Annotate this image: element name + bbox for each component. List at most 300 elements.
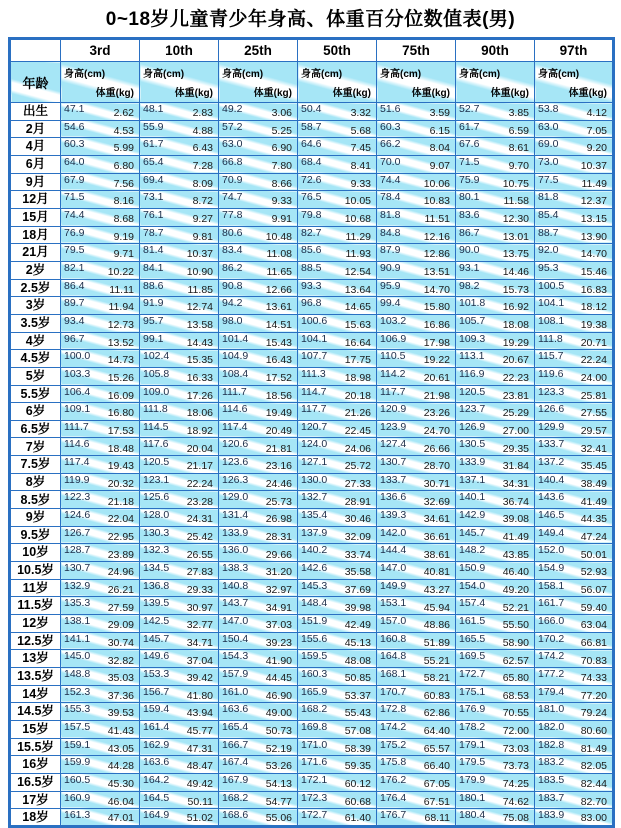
cell-97th: [535, 703, 614, 721]
height-value: 73.0: [538, 155, 559, 168]
cell-3rd: [61, 668, 140, 686]
cell-3rd: [61, 579, 140, 597]
weight-value: 32.97: [265, 583, 292, 596]
weight-value: 39.42: [186, 672, 213, 685]
weight-value: 27.00: [502, 424, 529, 437]
corner-cell: [10, 39, 61, 62]
height-value: 95.9: [380, 279, 401, 292]
cell-50th: [298, 332, 377, 350]
height-value: 161.3: [64, 809, 91, 822]
weight-value: 39.23: [265, 636, 292, 649]
cell-90th: [456, 385, 535, 403]
cell-90th: [456, 226, 535, 244]
height-value: 113.1: [459, 350, 485, 363]
height-value: 70.0: [380, 155, 401, 168]
weight-value: 82.44: [580, 778, 607, 791]
cell-90th: [456, 138, 535, 156]
height-value: 123.3: [538, 385, 565, 398]
weight-value: 27.33: [344, 477, 371, 490]
weight-value: 10.22: [107, 266, 134, 279]
weight-value: 13.75: [502, 248, 529, 261]
percentile-label-50th: 50th: [298, 39, 377, 62]
weight-value: 41.49: [580, 495, 607, 508]
weight-value: 6.59: [508, 124, 529, 137]
height-value: 48.1: [143, 103, 164, 115]
cell-3rd: [61, 720, 140, 738]
weight-value: 22.24: [186, 477, 213, 490]
weight-value: 75.08: [502, 812, 529, 825]
weight-value: 82.05: [580, 760, 607, 773]
weight-value: 14.70: [423, 283, 450, 296]
cell-75th: [377, 756, 456, 774]
weight-value: 19.22: [423, 354, 450, 367]
weight-value: 29.57: [580, 424, 607, 437]
cell-50th: [298, 173, 377, 191]
height-value: 178.2: [459, 720, 486, 733]
weight-value: 44.45: [265, 672, 292, 685]
height-value: 114.2: [380, 367, 406, 380]
weight-value: 4.12: [586, 107, 607, 120]
table-row: [10, 509, 614, 527]
weight-value: 45.13: [344, 636, 371, 649]
weight-value: 38.61: [423, 548, 450, 561]
height-value: 47.1: [64, 103, 85, 115]
age-label: 6岁: [10, 403, 61, 421]
age-label: 21月: [10, 244, 61, 262]
cell-3rd: [61, 261, 140, 279]
height-value: 109.1: [64, 403, 91, 416]
cell-3rd: [61, 279, 140, 297]
age-label: 7.5岁: [10, 456, 61, 474]
height-value: 49.2: [222, 103, 243, 115]
cell-97th: [535, 473, 614, 491]
height-unit-label: 身高(cm): [222, 69, 264, 80]
height-value: 58.7: [301, 120, 322, 133]
cell-50th: [298, 773, 377, 791]
weight-value: 7.56: [113, 177, 134, 190]
table-row: [10, 668, 614, 686]
percentile-header-row: [10, 39, 614, 62]
cell-50th: [298, 650, 377, 668]
height-value: 77.8: [222, 208, 243, 221]
height-value: 81.8: [538, 191, 559, 204]
weight-value: 15.43: [265, 336, 292, 349]
weight-value: 63.04: [580, 619, 607, 632]
cell-97th: [535, 650, 614, 668]
cell-25th: [219, 367, 298, 385]
weight-value: 73.73: [502, 760, 529, 773]
cell-75th: [377, 544, 456, 562]
table-row: [10, 685, 614, 703]
weight-value: 29.66: [265, 548, 292, 561]
height-value: 175.2: [380, 738, 407, 751]
cell-25th: [219, 120, 298, 138]
table-row: [10, 473, 614, 491]
weight-value: 38.49: [580, 477, 607, 490]
height-unit-label: 身高(cm): [143, 69, 185, 80]
weight-value: 17.53: [107, 424, 134, 437]
table-row: [10, 297, 614, 315]
table-row: [10, 332, 614, 350]
weight-value: 55.06: [265, 812, 292, 825]
weight-value: 60.83: [423, 689, 450, 702]
cell-25th: [219, 703, 298, 721]
unit-cell-50th: [298, 62, 377, 103]
cell-50th: [298, 244, 377, 262]
cell-75th: [377, 120, 456, 138]
weight-value: 36.74: [502, 495, 529, 508]
weight-value: 6.80: [113, 160, 134, 173]
weight-value: 11.11: [109, 283, 134, 296]
height-value: 71.5: [459, 155, 480, 168]
cell-90th: [456, 244, 535, 262]
height-value: 54.6: [64, 120, 85, 133]
cell-50th: [298, 103, 377, 121]
height-value: 128.7: [64, 544, 91, 557]
height-value: 82.7: [301, 226, 322, 239]
height-value: 83.4: [222, 244, 243, 257]
height-value: 104.9: [222, 350, 249, 363]
weight-value: 31.20: [265, 566, 292, 579]
height-value: 100.5: [538, 279, 565, 292]
cell-75th: [377, 615, 456, 633]
weight-value: 4.88: [192, 124, 213, 137]
age-label: 3.5岁: [10, 314, 61, 332]
height-value: 157.5: [64, 720, 91, 733]
weight-value: 35.03: [107, 672, 134, 685]
age-label: 14.5岁: [10, 703, 61, 721]
weight-value: 53.37: [344, 689, 371, 702]
height-value: 140.8: [222, 579, 249, 592]
cell-75th: [377, 773, 456, 791]
cell-50th: [298, 403, 377, 421]
cell-90th: [456, 703, 535, 721]
weight-value: 11.85: [187, 283, 213, 296]
height-value: 179.4: [538, 685, 565, 698]
height-value: 80.6: [222, 226, 243, 239]
height-value: 127.1: [301, 456, 328, 469]
weight-value: 16.80: [107, 407, 134, 420]
age-label: 2岁: [10, 261, 61, 279]
weight-value: 41.80: [186, 689, 213, 702]
table-row: [10, 155, 614, 173]
cell-97th: [535, 385, 614, 403]
weight-value: 7.05: [586, 124, 607, 137]
unit-cell-25th: [219, 62, 298, 103]
cell-3rd: [61, 473, 140, 491]
weight-value: 54.77: [265, 795, 292, 808]
weight-value: 55.21: [423, 654, 450, 667]
table-row: [10, 191, 614, 209]
weight-value: 10.75: [502, 177, 529, 190]
cell-50th: [298, 791, 377, 809]
weight-value: 47.01: [107, 812, 134, 825]
weight-value: 18.56: [265, 389, 292, 402]
height-value: 79.8: [301, 208, 322, 221]
cell-90th: [456, 297, 535, 315]
weight-value: 79.24: [580, 707, 607, 720]
weight-value: 29.35: [502, 442, 529, 455]
height-value: 117.7: [380, 385, 406, 398]
cell-3rd: [61, 420, 140, 438]
weight-value: 17.75: [344, 354, 371, 367]
height-value: 100.0: [64, 350, 91, 363]
cell-75th: [377, 738, 456, 756]
cell-75th: [377, 809, 456, 827]
cell-3rd: [61, 562, 140, 580]
height-value: 153.3: [143, 668, 170, 680]
cell-97th: [535, 544, 614, 562]
weight-value: 14.46: [502, 266, 529, 279]
height-value: 51.6: [380, 103, 401, 115]
weight-value: 20.04: [186, 442, 213, 455]
height-value: 162.9: [143, 738, 170, 751]
cell-3rd: [61, 615, 140, 633]
cell-90th: [456, 650, 535, 668]
height-value: 75.9: [459, 173, 480, 186]
weight-value: 11.49: [581, 177, 607, 190]
cell-75th: [377, 509, 456, 527]
weight-value: 37.03: [265, 619, 292, 632]
age-label: 5.5岁: [10, 385, 61, 403]
weight-value: 15.80: [423, 301, 450, 314]
cell-3rd: [61, 403, 140, 421]
age-column-header: 年龄: [10, 62, 61, 103]
cell-10th: [140, 385, 219, 403]
cell-90th: [456, 756, 535, 774]
weight-value: 59.35: [344, 760, 371, 773]
height-value: 149.4: [538, 526, 565, 539]
height-value: 122.3: [64, 491, 91, 504]
age-label: 3岁: [10, 297, 61, 315]
cell-75th: [377, 491, 456, 509]
cell-90th: [456, 791, 535, 809]
height-value: 99.1: [143, 332, 164, 345]
height-value: 155.3: [64, 703, 91, 716]
height-value: 158.1: [538, 579, 565, 592]
height-value: 145.0: [64, 650, 91, 663]
weight-value: 22.04: [107, 513, 134, 526]
height-value: 138.1: [64, 615, 91, 628]
percentile-table: [8, 37, 615, 828]
cell-10th: [140, 791, 219, 809]
cell-50th: [298, 615, 377, 633]
weight-value: 73.03: [502, 742, 529, 755]
weight-value: 48.08: [344, 654, 371, 667]
cell-25th: [219, 720, 298, 738]
height-value: 143.6: [538, 491, 565, 504]
weight-value: 74.33: [580, 672, 607, 685]
height-value: 165.4: [222, 720, 249, 733]
height-value: 167.4: [222, 756, 249, 769]
weight-value: 39.98: [344, 601, 371, 614]
weight-value: 70.55: [502, 707, 529, 720]
weight-value: 12.37: [580, 195, 607, 208]
weight-value: 12.54: [344, 266, 371, 279]
weight-value: 5.99: [113, 142, 134, 155]
height-value: 106.9: [380, 332, 407, 345]
height-value: 169.5: [459, 650, 486, 663]
height-value: 52.7: [459, 103, 480, 115]
weight-value: 37.69: [344, 583, 371, 596]
cell-90th: [456, 155, 535, 173]
weight-value: 61.40: [344, 812, 371, 825]
weight-value: 3.59: [429, 107, 450, 120]
height-value: 166.7: [222, 738, 249, 751]
weight-value: 24.06: [344, 442, 371, 455]
height-value: 149.9: [380, 579, 407, 592]
table-row: [10, 491, 614, 509]
height-value: 93.1: [459, 261, 480, 274]
cell-50th: [298, 279, 377, 297]
height-value: 172.7: [459, 668, 486, 680]
cell-10th: [140, 403, 219, 421]
cell-50th: [298, 509, 377, 527]
weight-value: 11.08: [266, 248, 292, 261]
weight-value: 37.04: [186, 654, 213, 667]
cell-25th: [219, 226, 298, 244]
height-value: 127.4: [380, 438, 407, 451]
cell-25th: [219, 473, 298, 491]
height-value: 168.1: [380, 668, 407, 680]
height-value: 133.7: [380, 473, 407, 486]
cell-97th: [535, 155, 614, 173]
height-value: 98.0: [222, 314, 243, 327]
height-value: 120.7: [301, 420, 328, 433]
height-value: 78.4: [380, 191, 401, 204]
table-row: [10, 703, 614, 721]
height-value: 134.5: [143, 562, 170, 575]
height-value: 142.5: [143, 615, 170, 628]
height-value: 130.0: [301, 473, 328, 486]
weight-value: 27.83: [186, 566, 213, 579]
cell-75th: [377, 103, 456, 121]
cell-50th: [298, 738, 377, 756]
cell-3rd: [61, 456, 140, 474]
weight-value: 47.31: [186, 742, 213, 755]
weight-value: 31.84: [502, 460, 529, 473]
weight-value: 53.26: [265, 760, 292, 773]
weight-value: 25.29: [502, 407, 529, 420]
age-label: 4岁: [10, 332, 61, 350]
table-row: [10, 350, 614, 368]
height-value: 152.0: [538, 544, 565, 557]
weight-value: 34.91: [265, 601, 292, 614]
height-value: 149.6: [143, 650, 170, 663]
age-label: 9月: [10, 173, 61, 191]
cell-25th: [219, 526, 298, 544]
height-value: 65.4: [143, 155, 164, 168]
cell-50th: [298, 703, 377, 721]
height-value: 130.5: [459, 438, 486, 451]
weight-value: 19.43: [107, 460, 134, 473]
age-label: 12岁: [10, 615, 61, 633]
weight-value: 14.70: [580, 248, 607, 261]
cell-75th: [377, 473, 456, 491]
height-value: 133.9: [459, 456, 486, 469]
weight-value: 58.39: [344, 742, 371, 755]
height-value: 90.0: [459, 244, 480, 257]
weight-value: 25.42: [186, 530, 213, 543]
weight-value: 11.58: [503, 195, 529, 208]
cell-90th: [456, 685, 535, 703]
weight-value: 23.26: [423, 407, 450, 420]
height-value: 86.4: [64, 279, 85, 292]
height-value: 161.5: [459, 615, 486, 628]
age-label: 12月: [10, 191, 61, 209]
height-value: 135.4: [301, 509, 328, 522]
age-label: 15岁: [10, 720, 61, 738]
age-label: 10.5岁: [10, 562, 61, 580]
height-value: 136.6: [380, 491, 407, 504]
cell-90th: [456, 773, 535, 791]
cell-90th: [456, 173, 535, 191]
cell-25th: [219, 438, 298, 456]
weight-value: 15.46: [580, 266, 607, 279]
height-value: 114.5: [143, 420, 169, 433]
weight-value: 26.21: [107, 583, 134, 596]
cell-75th: [377, 456, 456, 474]
weight-value: 9.07: [429, 160, 450, 173]
weight-value: 19.38: [580, 319, 607, 332]
cell-25th: [219, 332, 298, 350]
cell-10th: [140, 208, 219, 226]
weight-value: 62.57: [502, 654, 529, 667]
cell-10th: [140, 703, 219, 721]
weight-value: 24.96: [107, 566, 134, 579]
height-value: 117.4: [222, 420, 248, 433]
height-value: 168.2: [301, 703, 328, 716]
height-value: 81.8: [380, 208, 401, 221]
height-value: 126.6: [538, 403, 565, 416]
height-value: 172.3: [301, 791, 328, 804]
height-unit-label: 身高(cm): [64, 69, 106, 80]
cell-75th: [377, 155, 456, 173]
weight-value: 68.11: [424, 812, 450, 825]
weight-value: 27.59: [107, 601, 134, 614]
weight-value: 12.74: [186, 301, 213, 314]
table-row: [10, 279, 614, 297]
weight-value: 10.68: [344, 213, 371, 226]
weight-value: 6.43: [192, 142, 213, 155]
weight-value: 67.51: [423, 795, 450, 808]
cell-90th: [456, 208, 535, 226]
height-value: 157.9: [222, 668, 249, 680]
weight-value: 65.57: [423, 742, 450, 755]
weight-value: 72.00: [502, 725, 529, 738]
table-header: [10, 39, 614, 103]
cell-75th: [377, 685, 456, 703]
age-label: 9岁: [10, 509, 61, 527]
height-value: 109.3: [459, 332, 486, 345]
height-value: 96.8: [301, 297, 322, 310]
height-value: 157.4: [459, 597, 486, 610]
cell-3rd: [61, 155, 140, 173]
cell-90th: [456, 279, 535, 297]
cell-25th: [219, 615, 298, 633]
height-value: 85.4: [538, 208, 559, 221]
height-value: 146.5: [538, 509, 565, 522]
table-row: [10, 579, 614, 597]
height-value: 179.5: [459, 756, 486, 769]
height-value: 174.2: [380, 720, 407, 733]
weight-value: 9.20: [586, 142, 607, 155]
height-value: 183.2: [538, 756, 565, 769]
height-value: 78.7: [143, 226, 164, 239]
weight-value: 34.31: [502, 477, 529, 490]
height-value: 165.9: [301, 685, 328, 698]
weight-value: 28.31: [265, 530, 292, 543]
